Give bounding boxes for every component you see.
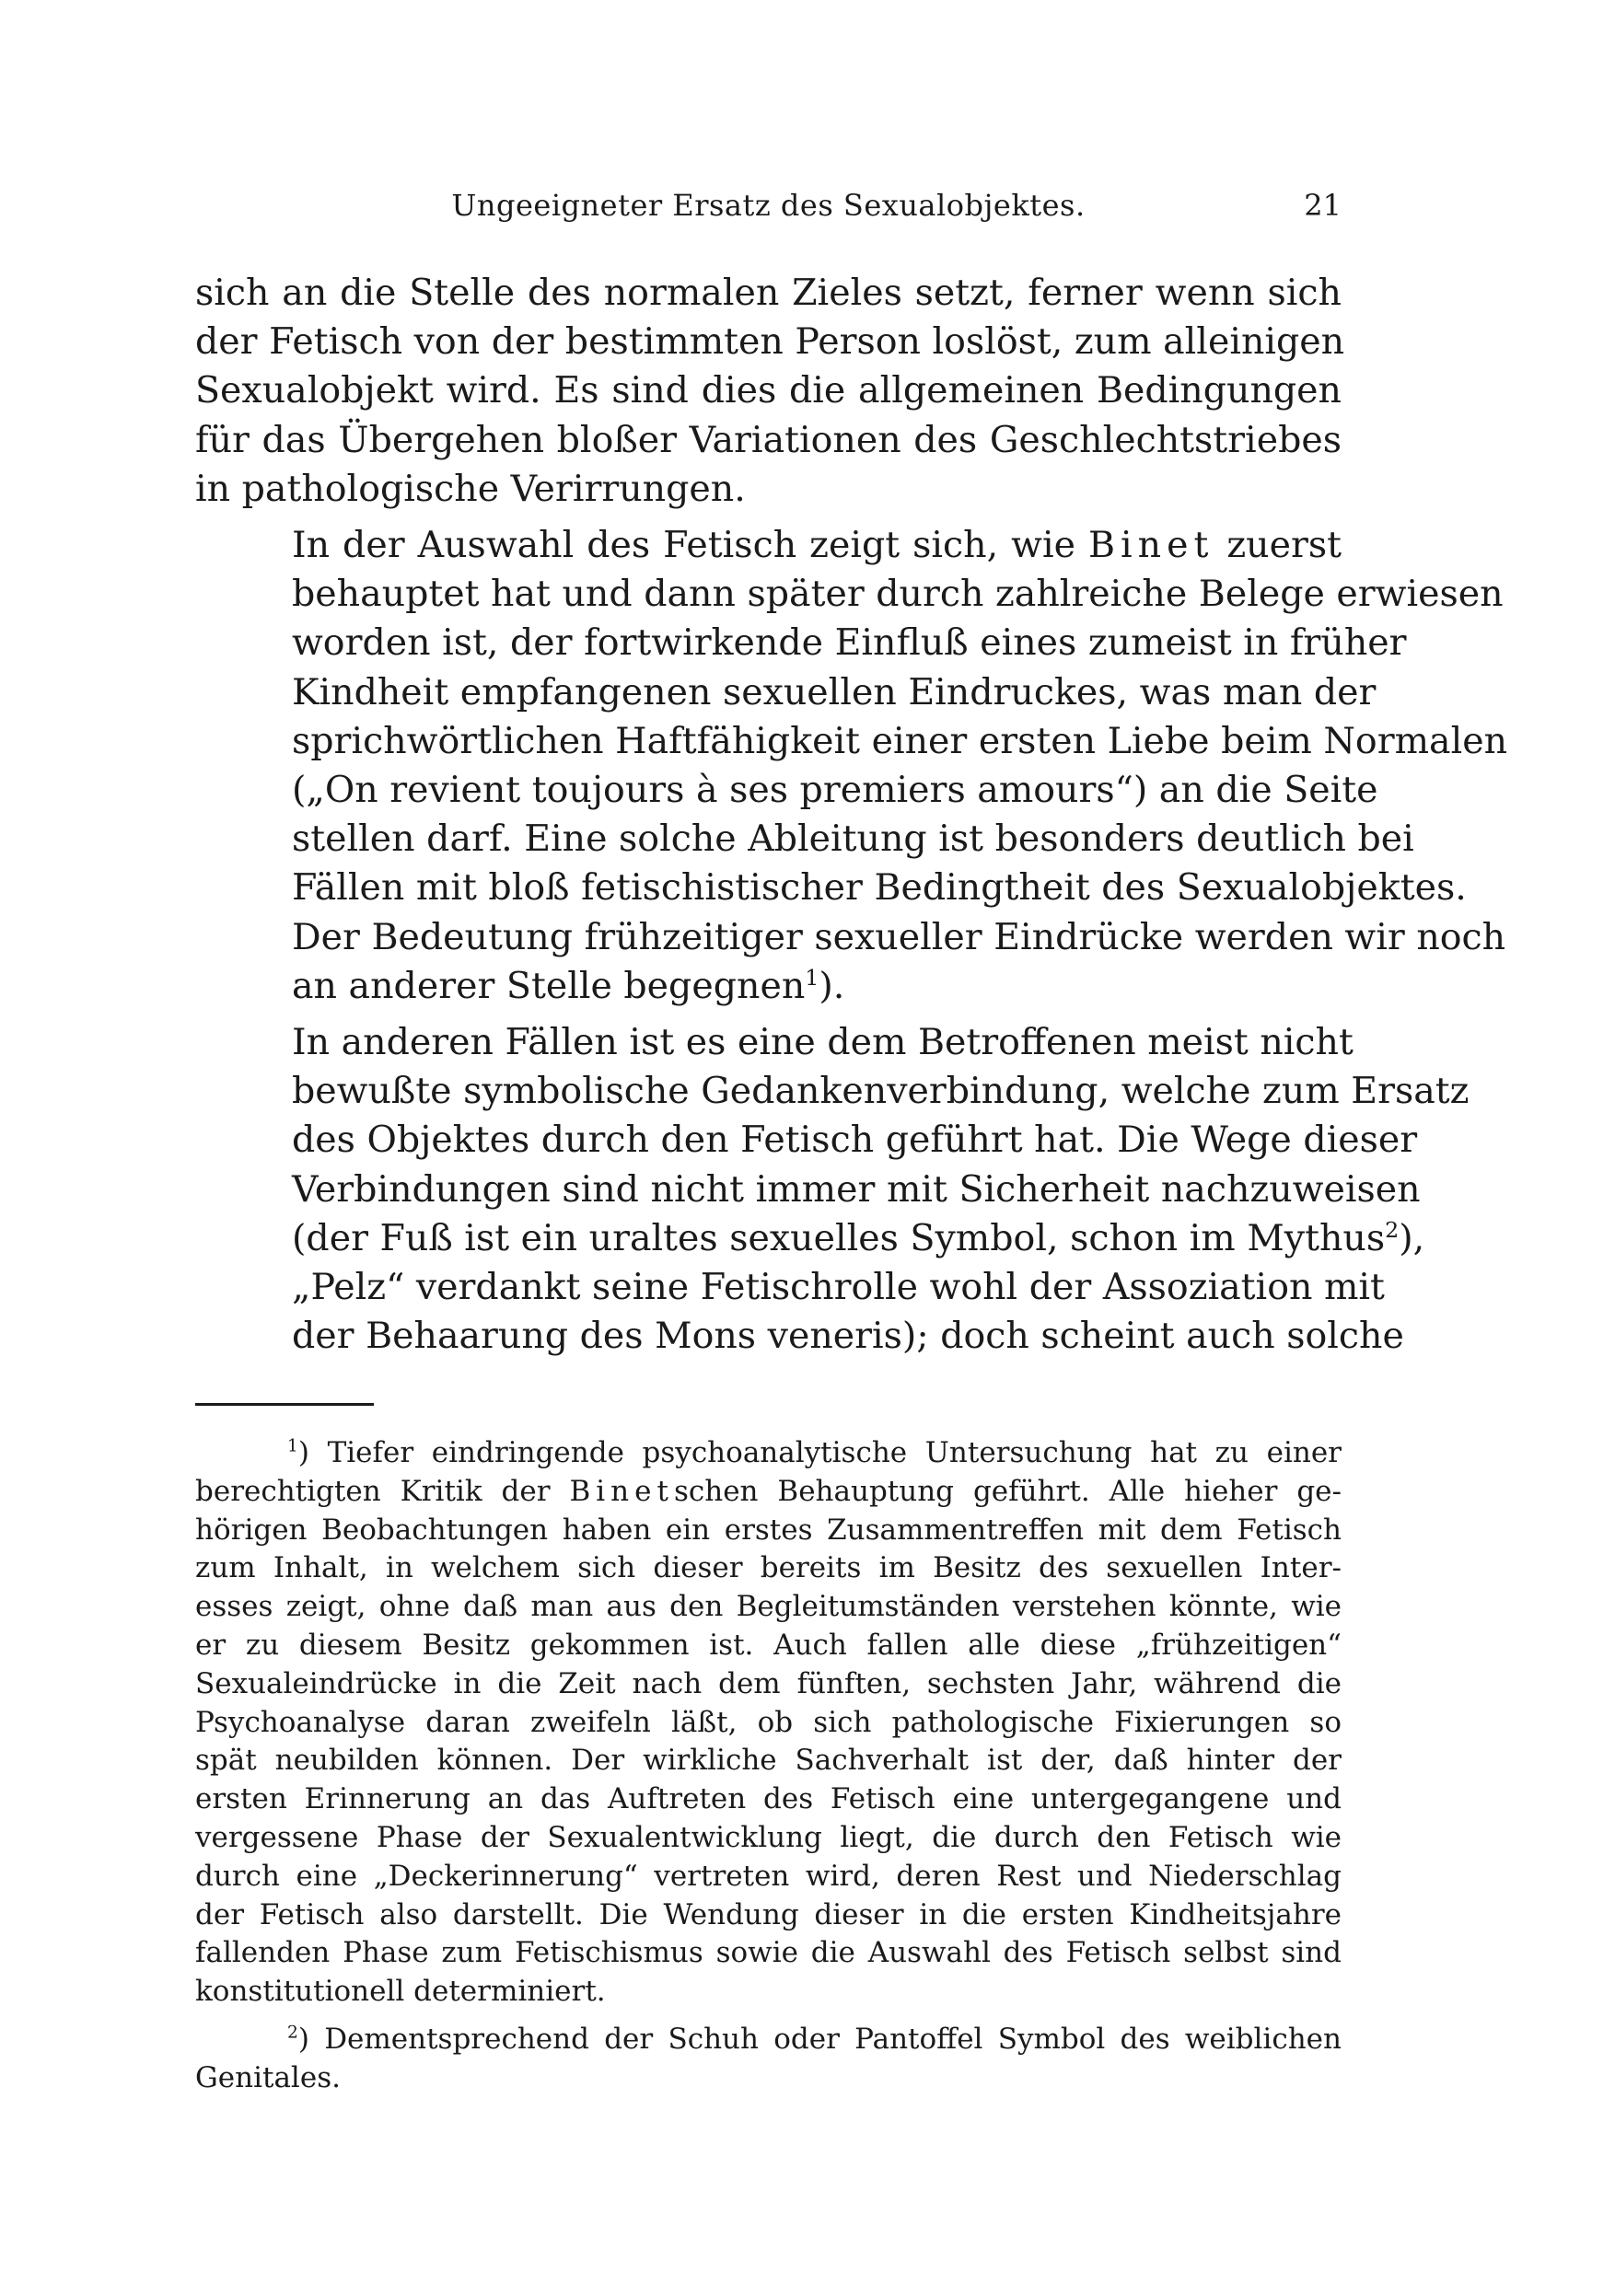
footnote-2: [195, 2021, 1342, 2098]
text-line: Fällen mit bloß fetischistischer Bedingtheit des Sexualobjektes.: [292, 866, 1467, 910]
footnote-line: vergessene Phase der Sexualentwicklung liegt, die durch den Fetisch wie: [195, 1820, 1342, 1854]
text-line: in pathologische Verirrungen.: [195, 467, 746, 510]
footnote-reference[interactable]: 2: [1385, 1216, 1400, 1243]
footnote-line: durch eine „Deckerinnerung“ vertreten wird, deren Rest und Niederschlag: [195, 1859, 1342, 1893]
paragraph-2: [195, 521, 1508, 1011]
text-line: „Pelz“ verdankt seine Fetischrolle wohl der Assoziation mit: [292, 1266, 1385, 1309]
footnote-1: [195, 1434, 1342, 2012]
text-line: worden ist, der fortwirkende Einfluß eines zumeist in früher: [292, 621, 1407, 665]
paragraph-1: [195, 269, 1345, 514]
author-name-binet: Binet: [1087, 524, 1214, 567]
text-line: In anderen Fällen ist es eine dem Betroffenen meist nicht: [292, 1021, 1354, 1064]
footnote-line: $^1$) Tiefer eindringende psychoanalytische Untersuchung hat zu einer: [287, 1436, 1342, 1469]
footnote-line: der Fetisch also darstellt. Die Wendung dieser in die ersten Kindheitsjahre: [195, 1897, 1342, 1931]
text-line: stellen darf. Eine solche Ableitung ist besonders deutlich bei: [292, 818, 1414, 861]
text-line: (der Fuß ist ein uraltes sexuelles Symbol, schon im Mythus$^2$),: [292, 1216, 1425, 1259]
footnote-line: spät neubilden können. Der wirkliche Sachverhalt ist der, daß hinter der: [195, 1744, 1342, 1778]
text-line: sich an die Stelle des normalen Zieles setzt, ferner wenn sich: [195, 272, 1342, 314]
text-line: Verbindungen sind nicht immer mit Sicherheit nachzuweisen: [292, 1167, 1421, 1211]
footnote-line: $^2$) Dementsprechend der Schuh oder Pantoffel Symbol des weiblichen: [287, 2022, 1342, 2056]
footnote-line: fallenden Phase zum Fetischismus sowie die Auswahl des Fetisch selbst sind: [195, 1936, 1342, 1970]
text-line: der Fetisch von der bestimmten Person loslöst, zum alleinigen: [195, 320, 1345, 364]
text-line: an anderer Stelle begegnen$^1$).: [292, 964, 845, 1007]
text-line: für das Übergehen bloßer Variationen des Geschlechtstriebes: [195, 418, 1342, 461]
text-line: In der Auswahl des Fetisch zeigt sich, wie Binet zuerst: [292, 524, 1342, 567]
text-line: der Behaarung des Mons veneris); doch scheint auch solche: [292, 1315, 1404, 1358]
footnote-line: zum Inhalt, in welchem sich dieser bereits im Besitz des sexuellen Inter-: [195, 1551, 1342, 1585]
running-title: Ungeeigneter Ersatz des Sexualobjektes.: [451, 188, 1086, 223]
footnote-marker: 2: [287, 2023, 298, 2043]
paragraph-3: [195, 1018, 1470, 1361]
footnote-line: esses zeigt, ohne daß man aus den Begleitumständen verstehen könnte, wie: [195, 1590, 1342, 1624]
footnote-reference[interactable]: 1: [805, 964, 819, 991]
footnote-line: Sexualeindrücke in die Zeit nach dem fünften, sechsten Jahr, während die: [195, 1666, 1342, 1700]
footnotes: [195, 1434, 1342, 2107]
footnote-marker: 1: [287, 1436, 298, 1456]
text-line: behauptet hat und dann später durch zahlreiche Belege erwiesen: [292, 573, 1504, 616]
text-line: Sexualobjekt wird. Es sind dies die allgemeinen Bedingungen: [195, 369, 1342, 412]
text-line: Der Bedeutung frühzeitiger sexueller Eindrücke werden wir noch: [292, 915, 1506, 958]
page-number: 21: [1304, 188, 1342, 223]
text-line: („On revient toujours à ses premiers amours“) an die Seite: [292, 769, 1378, 812]
text-line: bewußte symbolische Gedankenverbindung, welche zum Ersatz: [292, 1070, 1470, 1113]
text-line: sprichwörtlichen Haftfähigkeit einer ersten Liebe beim Normalen: [292, 719, 1508, 762]
footnote-line: ersten Erinnerung an das Auftreten des Fetisch eine untergegangene und: [195, 1782, 1342, 1816]
footnote-line: Genitales.: [195, 2060, 341, 2094]
footnote-line: Psychoanalyse daran zweifeln läßt, ob sich pathologische Fixierungen so: [195, 1705, 1342, 1739]
text-line: Kindheit empfangenen sexuellen Eindruckes, was man der: [292, 670, 1377, 713]
running-head: [195, 182, 1342, 228]
footnote-line: hörigen Beobachtungen haben ein erstes Zusammentreffen mit dem Fetisch: [195, 1513, 1342, 1547]
footnote-line: konstitutionell determiniert.: [195, 1975, 606, 2009]
footnote-line: er zu diesem Besitz gekommen ist. Auch fallen alle diese „frühzeitigen“: [195, 1628, 1342, 1662]
main-text: [195, 269, 1508, 1368]
author-name-binet: Binet: [569, 1474, 674, 1508]
text-line: des Objektes durch den Fetisch geführt hat. Die Wege dieser: [292, 1119, 1418, 1162]
footnote-divider: [195, 1403, 374, 1406]
footnote-line: berechtigten Kritik der Binetschen Behauptung geführt. Alle hieher ge-: [195, 1474, 1342, 1508]
